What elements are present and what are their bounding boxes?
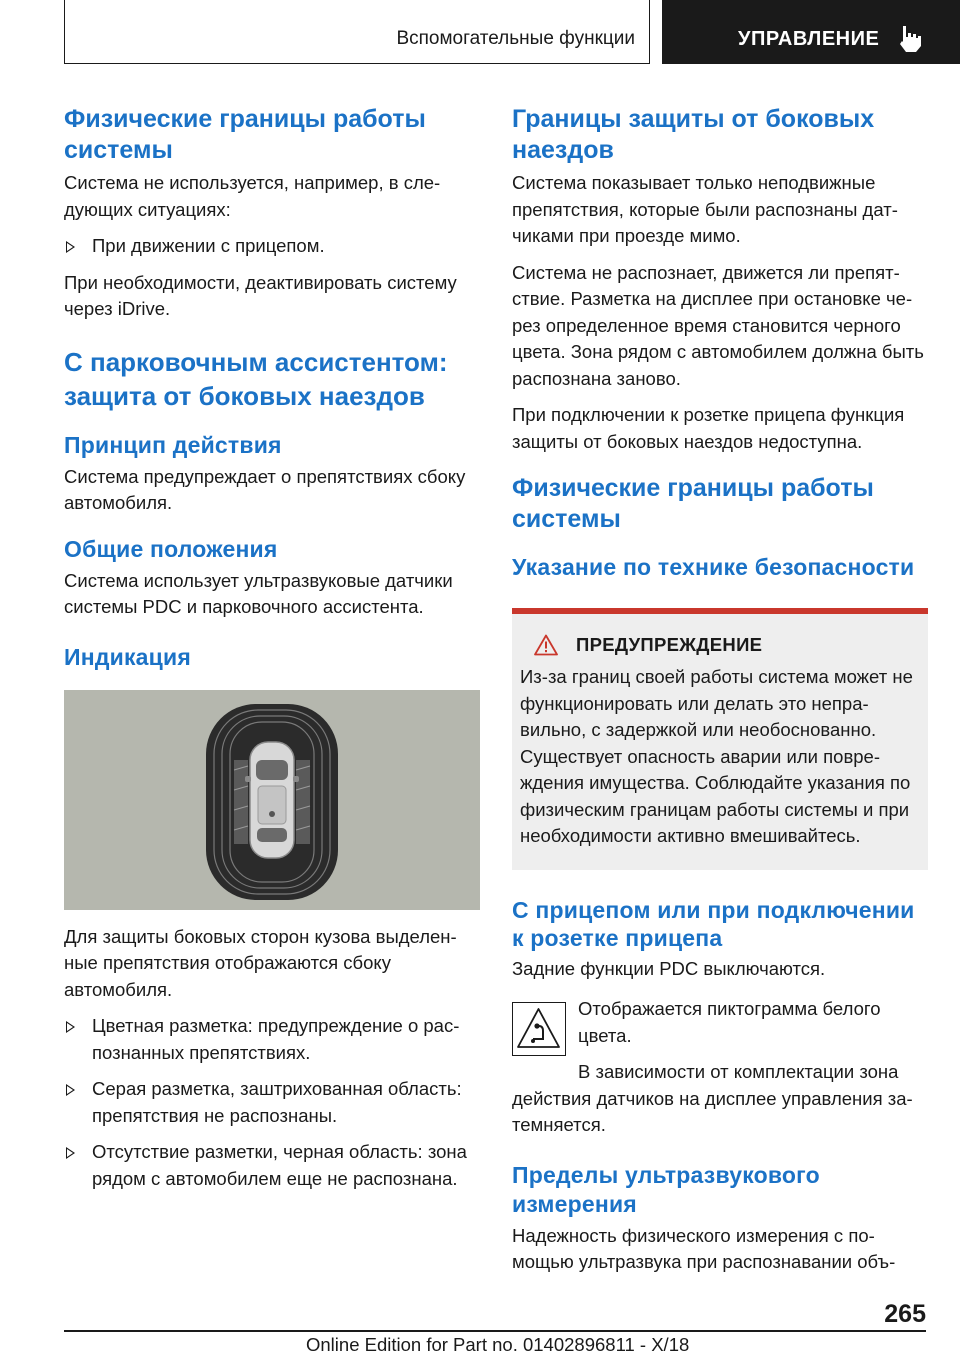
list-item-text: Серая разметка, заштрихованная область: препятствия не распознаны.	[92, 1078, 462, 1126]
list-bullet-icon	[66, 241, 75, 253]
warning-triangle-icon	[534, 634, 558, 656]
list-bullet-icon	[66, 1084, 75, 1096]
pictogram-text: Отображается пиктограмма белого цвета.	[578, 998, 881, 1046]
parking-display-figure	[64, 690, 480, 910]
page-number: 265	[884, 1300, 926, 1328]
heading-physical-limits-2: Физические границы работы системы	[512, 474, 874, 533]
left-column	[64, 104, 480, 1192]
list-item	[64, 1139, 480, 1192]
hand-pointer-icon	[897, 24, 923, 54]
principle-paragraph: Система предупреждает о препятствиях сбоку автомобиля.	[64, 465, 466, 513]
footer-divider	[64, 1330, 926, 1332]
side-paragraph-2: Система не распознает, движется ли препят‐ствие. Разметка на дисплее при остановке че‐рез определенное время становится черного цвета. Зона рядом с автомобилем должна быть распознана заново.	[512, 261, 924, 389]
warning-title-row	[520, 634, 914, 656]
warning-box	[512, 608, 928, 870]
list-item	[64, 233, 480, 260]
display-paragraph: Для защиты боковых сторон кузова выделен‐ные препятствия отображаются сбоку автомобиля.	[64, 925, 457, 1000]
side-paragraph-1: Система показывает только неподвижные препятствия, которые были распознаны дат‐чиками при проезде мимо.	[512, 172, 898, 246]
general-paragraph: Система использует ультразвуковые датчики системы PDC и парковочного ассистента.	[64, 569, 453, 617]
car-top-view-illustration	[64, 690, 480, 910]
pictogram-row	[512, 996, 928, 1139]
right-column	[512, 104, 928, 1276]
trailer-hitch-icon	[513, 1003, 564, 1054]
heading-physical-limits: Физические границы работы системы	[64, 105, 426, 164]
heading-principle: Принцип действия	[64, 431, 282, 458]
list-bullet-icon	[66, 1147, 75, 1159]
limits-paragraph: Система не используется, например, в сле‐дующих ситуациях:	[64, 172, 441, 220]
list-bullet-icon	[66, 1021, 75, 1033]
heading-general: Общие положения	[64, 535, 278, 562]
warning-title: ПРЕДУПРЕЖДЕНИЕ	[576, 634, 763, 655]
header-section-title: Вспомогательные функции	[396, 28, 635, 49]
heading-ultrasound-limits: Пределы ультразвукового измерения	[512, 1161, 820, 1217]
list-item	[64, 1076, 480, 1129]
header-chapter-title: УПРАВЛЕНИЕ	[738, 28, 880, 50]
trailer-warning-pictogram	[512, 1002, 566, 1056]
header-section-box	[64, 0, 650, 64]
list-item-text: Цветная разметка: предупреждение о рас‐познанных препятствиях.	[92, 1015, 460, 1063]
pictogram-text-2: В зависимости от комплектации зона действия датчиков на дисплее управления за‐темняется.	[512, 1061, 913, 1135]
limits-note-paragraph: При необходимости, деактивировать систему через iDrive.	[64, 271, 457, 319]
heading-side-collision-protection: С парковочным ассистентом: защита от боковых наездов	[64, 346, 448, 411]
list-item	[64, 1013, 480, 1066]
trailer-paragraph: Задние функции PDC выключаются.	[512, 957, 826, 979]
header-chapter-tab	[662, 0, 960, 64]
heading-display: Индикация	[64, 643, 191, 670]
warning-content	[512, 614, 928, 870]
list-item-text: При движении с прицепом.	[92, 235, 325, 256]
heading-side-protection-limits: Границы защиты от боковых наездов	[512, 105, 875, 164]
heading-trailer: С прицепом или при подключении к розетке прицепа	[512, 896, 915, 951]
list-item-text: Отсутствие разметки, черная область: зона рядом с автомобилем еще не распознана.	[92, 1141, 467, 1189]
heading-safety-notice: Указание по технике безопасности	[512, 554, 915, 580]
footer-edition: Online Edition for Part no. 01402896811 - X/18	[306, 1334, 690, 1355]
side-paragraph-3: При подключении к розетке прицепа функция защиты от боковых наездов недоступна.	[512, 404, 905, 452]
warning-text: Из-за границ своей работы система может не функционировать или делать это непра‐вильно, с задержкой или необоснованно. Существует опасность аварии или повре‐ждения имущества. Соблюдайте указания по физическим границам работы системы и при необходимости активно вмешивайтесь.	[520, 666, 913, 846]
ultrasound-paragraph: Надежность физического измерения с по‐мощью ультразвука при распознавании объ‐	[512, 1224, 896, 1272]
